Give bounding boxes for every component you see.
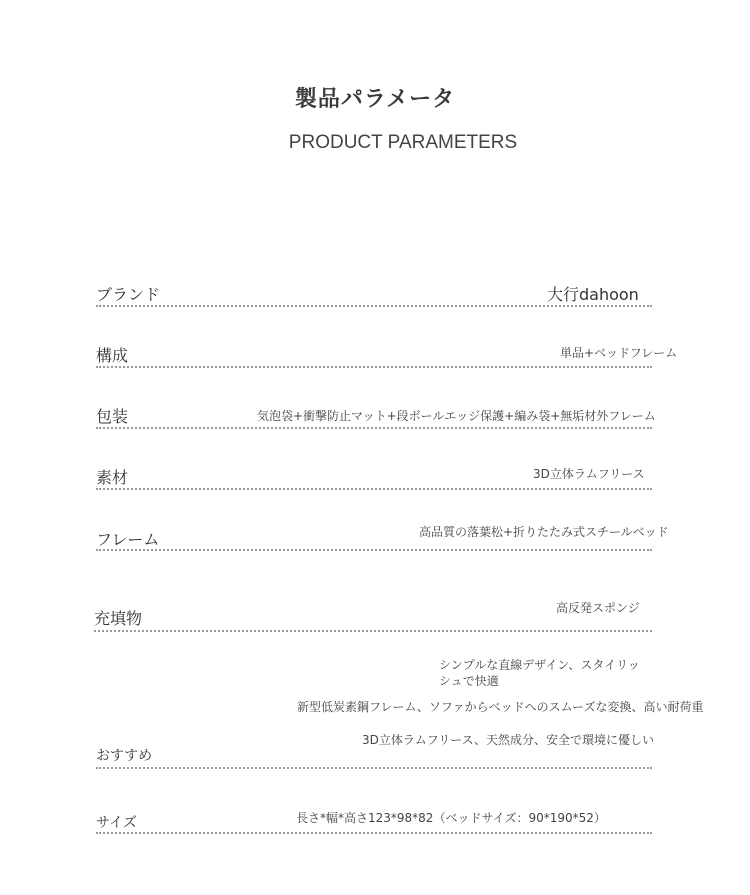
param-value: 気泡袋+衝撃防止マット+段ボールエッジ保護+編み袋+無垢材外フレーム [257,409,656,423]
param-label: 素材 [96,468,129,487]
page-title: 製品パラメータ [294,87,456,112]
param-label: おすすめ [96,748,153,764]
recommend-line: 新型低炭素鋼フレーム、ソファからベッドへのスムーズな変換、高い耐荷重 [297,700,704,714]
param-value: 高品質の落葉松+折りたたみ式スチールベッド [419,525,669,539]
recommend-line: 3D立体ラムフリース、天然成分、安全で環境に優しい [362,733,655,747]
dotted-divider [94,630,652,632]
dotted-divider [96,549,652,551]
dotted-divider [96,832,652,834]
param-label: 充填物 [94,609,143,628]
dotted-divider [96,427,652,429]
recommend-line: シンプルな直線デザイン、スタイリッ [439,658,640,672]
param-label: 構成 [96,346,129,365]
recommend-line: シュで快適 [439,674,499,688]
param-value: 大行dahoon [547,285,639,304]
param-label: 包装 [96,407,129,426]
param-label: サイズ [96,815,137,831]
param-value: 3D立体ラムフリース [533,467,645,481]
param-value: 単品+ベッドフレーム [560,346,678,360]
param-label: フレーム [96,530,160,549]
param-label: ブランド [96,285,161,304]
dotted-divider [96,488,652,490]
page-subtitle: PRODUCT PARAMETERS [288,132,518,153]
dotted-divider [96,305,652,307]
dotted-divider [96,366,652,368]
param-value: 高反発スポンジ [556,601,640,615]
dotted-divider [96,767,652,769]
param-value: 長さ*幅*高さ123*98*82（ベッドサイズ：90*190*52） [296,811,606,825]
param-row-recommend [0,656,750,776]
